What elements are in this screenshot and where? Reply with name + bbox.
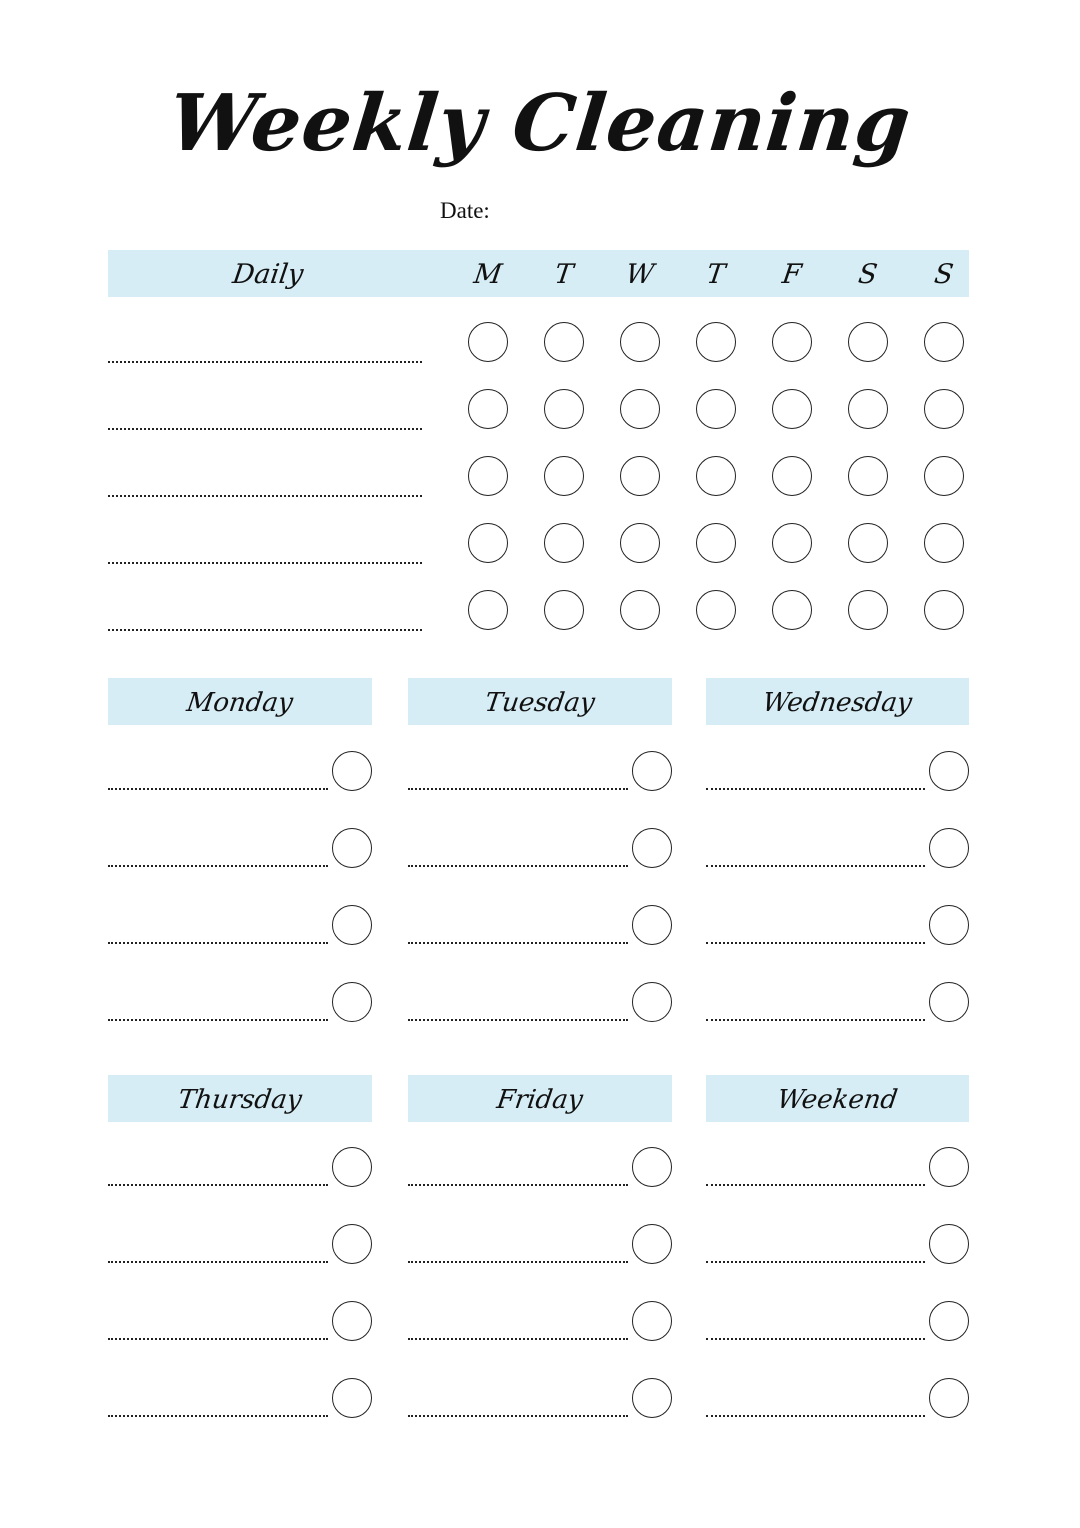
daily-checkbox[interactable] xyxy=(924,389,964,429)
task-line[interactable] xyxy=(706,1415,925,1417)
task-line[interactable] xyxy=(408,788,628,790)
section-label: Friday xyxy=(494,1085,585,1115)
task-line[interactable] xyxy=(706,865,925,867)
task-checkbox[interactable] xyxy=(332,1224,372,1264)
daily-checkbox[interactable] xyxy=(924,590,964,630)
task-checkbox[interactable] xyxy=(332,828,372,868)
day-letter-sat: S xyxy=(856,259,880,290)
daily-task-line[interactable] xyxy=(108,629,422,631)
daily-checkbox[interactable] xyxy=(544,523,584,563)
daily-checkbox[interactable] xyxy=(544,322,584,362)
task-checkbox[interactable] xyxy=(332,1378,372,1418)
task-checkbox[interactable] xyxy=(332,905,372,945)
daily-checkbox[interactable] xyxy=(848,590,888,630)
task-line[interactable] xyxy=(706,1338,925,1340)
section-header-tuesday xyxy=(408,678,672,725)
daily-checkbox[interactable] xyxy=(620,322,660,362)
daily-checkbox[interactable] xyxy=(772,590,812,630)
task-line[interactable] xyxy=(408,1338,628,1340)
day-letter-mon: M xyxy=(471,259,504,290)
daily-checkbox[interactable] xyxy=(620,456,660,496)
task-checkbox[interactable] xyxy=(929,905,969,945)
task-line[interactable] xyxy=(108,1338,328,1340)
daily-checkbox[interactable] xyxy=(848,456,888,496)
section-label: Weekend xyxy=(775,1085,900,1115)
task-line[interactable] xyxy=(408,1019,628,1021)
daily-checkbox[interactable] xyxy=(468,590,508,630)
section-header-friday xyxy=(408,1075,672,1122)
daily-checkbox[interactable] xyxy=(696,456,736,496)
section-header-monday xyxy=(108,678,372,725)
task-line[interactable] xyxy=(706,1184,925,1186)
section-header-weekend xyxy=(706,1075,969,1122)
section-label: Wednesday xyxy=(760,688,914,718)
task-checkbox[interactable] xyxy=(332,751,372,791)
task-checkbox[interactable] xyxy=(632,828,672,868)
task-checkbox[interactable] xyxy=(332,982,372,1022)
task-checkbox[interactable] xyxy=(929,1378,969,1418)
daily-checkbox[interactable] xyxy=(544,590,584,630)
page-title: Weekly Cleaning xyxy=(164,78,916,169)
task-checkbox[interactable] xyxy=(929,828,969,868)
section-header-thursday xyxy=(108,1075,372,1122)
day-letter-fri: F xyxy=(780,259,804,290)
daily-checkbox[interactable] xyxy=(620,590,660,630)
daily-task-line[interactable] xyxy=(108,562,422,564)
section-label: Thursday xyxy=(175,1085,304,1115)
task-line[interactable] xyxy=(408,942,628,944)
day-letter-tue: T xyxy=(552,259,576,290)
task-checkbox[interactable] xyxy=(929,982,969,1022)
section-header-wednesday xyxy=(706,678,969,725)
daily-checkbox[interactable] xyxy=(696,389,736,429)
task-line[interactable] xyxy=(408,1261,628,1263)
daily-label: Daily xyxy=(230,259,306,290)
task-line[interactable] xyxy=(108,942,328,944)
task-checkbox[interactable] xyxy=(929,1301,969,1341)
task-checkbox[interactable] xyxy=(632,751,672,791)
task-checkbox[interactable] xyxy=(632,905,672,945)
task-checkbox[interactable] xyxy=(632,1378,672,1418)
daily-checkbox[interactable] xyxy=(468,389,508,429)
day-letter-thu: T xyxy=(704,259,728,290)
daily-header xyxy=(108,250,969,297)
task-line[interactable] xyxy=(108,1184,328,1186)
daily-checkbox[interactable] xyxy=(924,322,964,362)
daily-checkbox[interactable] xyxy=(544,389,584,429)
daily-checkbox[interactable] xyxy=(924,523,964,563)
daily-checkbox[interactable] xyxy=(848,389,888,429)
task-line[interactable] xyxy=(108,1415,328,1417)
daily-checkbox[interactable] xyxy=(468,456,508,496)
task-line[interactable] xyxy=(108,1019,328,1021)
task-line[interactable] xyxy=(408,1415,628,1417)
task-line[interactable] xyxy=(108,788,328,790)
daily-checkbox[interactable] xyxy=(924,456,964,496)
daily-checkbox[interactable] xyxy=(620,389,660,429)
task-line[interactable] xyxy=(108,1261,328,1263)
day-letter-sun: S xyxy=(932,259,956,290)
task-checkbox[interactable] xyxy=(632,1224,672,1264)
daily-checkbox[interactable] xyxy=(848,322,888,362)
daily-checkbox[interactable] xyxy=(696,523,736,563)
task-line[interactable] xyxy=(706,1261,925,1263)
day-letter-wed: W xyxy=(623,259,656,290)
task-line[interactable] xyxy=(408,1184,628,1186)
daily-task-line[interactable] xyxy=(108,495,422,497)
section-label: Tuesday xyxy=(482,688,597,718)
section-label: Monday xyxy=(184,688,295,718)
task-checkbox[interactable] xyxy=(929,751,969,791)
daily-checkbox[interactable] xyxy=(772,389,812,429)
task-checkbox[interactable] xyxy=(332,1147,372,1187)
task-checkbox[interactable] xyxy=(632,1301,672,1341)
daily-checkbox[interactable] xyxy=(696,590,736,630)
daily-checkbox[interactable] xyxy=(772,322,812,362)
daily-checkbox[interactable] xyxy=(696,322,736,362)
daily-checkbox[interactable] xyxy=(468,322,508,362)
task-checkbox[interactable] xyxy=(929,1147,969,1187)
daily-checkbox[interactable] xyxy=(772,456,812,496)
task-checkbox[interactable] xyxy=(632,1147,672,1187)
daily-checkbox[interactable] xyxy=(468,523,508,563)
daily-task-line[interactable] xyxy=(108,428,422,430)
daily-checkbox[interactable] xyxy=(848,523,888,563)
date-label: Date: xyxy=(440,198,490,223)
task-line[interactable] xyxy=(408,865,628,867)
task-line[interactable] xyxy=(706,788,925,790)
daily-checkbox[interactable] xyxy=(620,523,660,563)
task-line[interactable] xyxy=(108,865,328,867)
task-checkbox[interactable] xyxy=(332,1301,372,1341)
task-checkbox[interactable] xyxy=(632,982,672,1022)
daily-task-line[interactable] xyxy=(108,361,422,363)
task-line[interactable] xyxy=(706,1019,925,1021)
daily-checkbox[interactable] xyxy=(772,523,812,563)
task-checkbox[interactable] xyxy=(929,1224,969,1264)
daily-checkbox[interactable] xyxy=(544,456,584,496)
task-line[interactable] xyxy=(706,942,925,944)
